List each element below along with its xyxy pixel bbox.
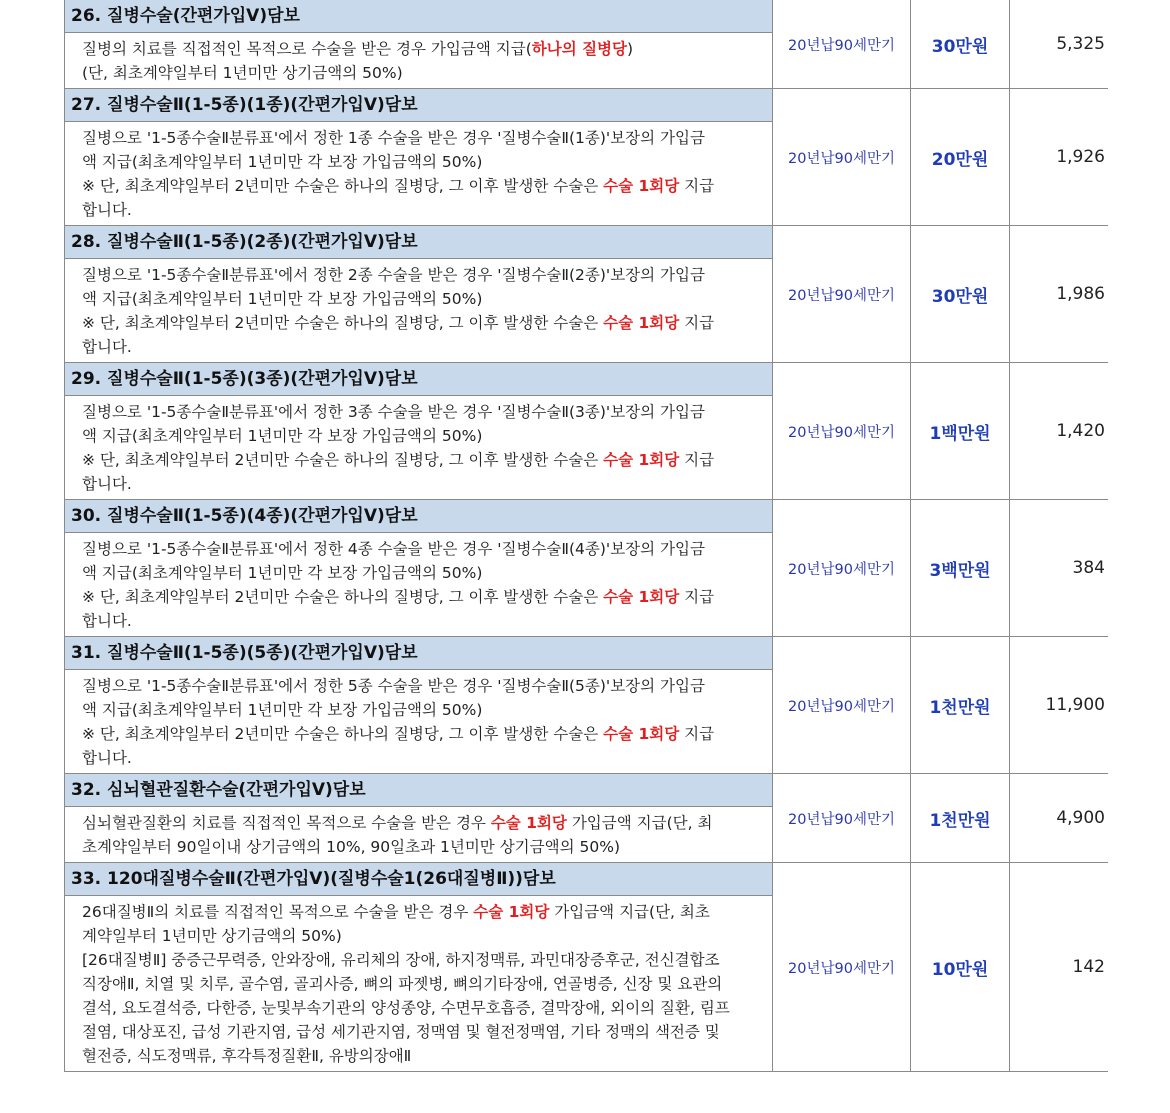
- highlight-text: 하나의 질병당: [531, 40, 627, 58]
- description-text: 질병의 치료를 직접적인 목적으로 수술을 받은 경우 가입금액 지급(: [82, 40, 532, 58]
- amount-cell: 30만원: [911, 226, 1010, 362]
- description-line: [82, 972, 764, 996]
- description-text: 액 지급(최초계약일부터 1년미만 각 보장 가입금액의 50%): [82, 290, 483, 308]
- description-line: [82, 585, 764, 609]
- description-line: [82, 472, 764, 496]
- period-cell: 20년납90세만기: [773, 89, 911, 225]
- description-text: ※ 단, 최초계약일부터 2년미만 수술은 하나의 질병당, 그 이후 발생한 수술은: [82, 588, 604, 606]
- coverage-description-cell: [64, 226, 773, 362]
- description-line: [82, 61, 764, 85]
- description-text: 질병으로 '1-5종수술Ⅱ분류표'에서 정한 2종 수술을 받은 경우 '질병수술Ⅱ(2종)'보장의 가입금: [82, 266, 705, 284]
- description-line: [82, 996, 764, 1020]
- period-cell: 20년납90세만기: [773, 363, 911, 499]
- coverage-row: [64, 863, 1108, 1072]
- description-text: 액 지급(최초계약일부터 1년미만 각 보장 가입금액의 50%): [82, 701, 483, 719]
- description-line: [82, 924, 764, 948]
- amount-cell: 1천만원: [911, 774, 1010, 862]
- highlight-text: 수술 1회당: [490, 814, 567, 832]
- description-text: 심뇌혈관질환의 치료를 직접적인 목적으로 수술을 받은 경우: [82, 814, 491, 832]
- amount-cell: 20만원: [911, 89, 1010, 225]
- description-text: 가입금액 지급(단, 최: [566, 814, 713, 832]
- description-line: [82, 746, 764, 770]
- coverage-description-cell: [64, 774, 773, 862]
- description-line: [82, 537, 764, 561]
- description-text: ※ 단, 최초계약일부터 2년미만 수술은 하나의 질병당, 그 이후 발생한 수술은: [82, 177, 604, 195]
- description-text: 초계약일부터 90일이내 상기금액의 10%, 90일초과 1년미만 상기금액의 50%): [82, 838, 621, 856]
- period-cell: 20년납90세만기: [773, 226, 911, 362]
- coverage-description-cell: [64, 89, 773, 225]
- description-text: 26대질병Ⅱ의 치료를 직접적인 목적으로 수술을 받은 경우: [82, 903, 474, 921]
- description-line: [82, 900, 764, 924]
- coverage-title: 28. 질병수술Ⅱ(1-5종)(2종)(간편가입Ⅴ)담보: [65, 226, 772, 259]
- amount-cell: 10만원: [911, 863, 1010, 1071]
- coverage-title: 32. 심뇌혈관질환수술(간편가입Ⅴ)담보: [65, 774, 772, 807]
- coverage-body: [65, 33, 772, 88]
- amount-cell: 1천만원: [911, 637, 1010, 773]
- premium-cell: 1,420: [1056, 421, 1105, 441]
- description-line: [82, 609, 764, 633]
- description-text: 혈전증, 식도정맥류, 후각특정질환Ⅱ, 유방의장애Ⅱ: [82, 1047, 412, 1065]
- description-text: 합니다.: [82, 749, 132, 767]
- description-line: [82, 263, 764, 287]
- description-text: ): [627, 40, 634, 58]
- coverage-description-cell: [64, 363, 773, 499]
- description-line: [82, 150, 764, 174]
- coverage-title: 29. 질병수술Ⅱ(1-5종)(3종)(간편가입Ⅴ)담보: [65, 363, 772, 396]
- premium-cell: 5,325: [1056, 34, 1105, 54]
- period-cell: 20년납90세만기: [773, 500, 911, 636]
- premium-cell: 1,926: [1056, 147, 1105, 167]
- description-line: [82, 37, 764, 61]
- description-line: [82, 126, 764, 150]
- coverage-title: 33. 120대질병수술Ⅱ(간편가입Ⅴ)(질병수술1(26대질병Ⅱ))담보: [65, 863, 772, 896]
- description-text: 질병으로 '1-5종수술Ⅱ분류표'에서 정한 3종 수술을 받은 경우 '질병수술Ⅱ(3종)'보장의 가입금: [82, 403, 705, 421]
- description-text: 합니다.: [82, 612, 132, 630]
- description-text: 지급: [679, 177, 715, 195]
- coverage-row: [64, 363, 1108, 500]
- description-text: 절염, 대상포진, 급성 기관지염, 급성 세기관지염, 정맥염 및 혈전정맥염, 기타 정맥의 색전증 및: [82, 1023, 720, 1041]
- premium-cell: 11,900: [1045, 695, 1105, 715]
- premium-cell: 142: [1072, 957, 1105, 977]
- description-text: ※ 단, 최초계약일부터 2년미만 수술은 하나의 질병당, 그 이후 발생한 수술은: [82, 451, 604, 469]
- description-line: [82, 335, 764, 359]
- description-text: 액 지급(최초계약일부터 1년미만 각 보장 가입금액의 50%): [82, 153, 483, 171]
- description-text: 직장애Ⅱ, 치열 및 치루, 골수염, 골괴사증, 뼈의 파젯병, 뼈의기타장애, 연골병증, 신장 및 요관의: [82, 975, 723, 993]
- description-text: 결석, 요도결석증, 다한증, 눈및부속기관의 양성종양, 수면무호흡증, 결막장애, 외이의 질환, 림프: [82, 999, 730, 1017]
- description-line: [82, 698, 764, 722]
- coverage-description-cell: [64, 500, 773, 636]
- description-text: 액 지급(최초계약일부터 1년미만 각 보장 가입금액의 50%): [82, 564, 483, 582]
- description-line: [82, 400, 764, 424]
- description-line: [82, 561, 764, 585]
- description-line: [82, 722, 764, 746]
- highlight-text: 수술 1회당: [603, 177, 680, 195]
- period-cell: 20년납90세만기: [773, 774, 911, 862]
- description-line: [82, 674, 764, 698]
- description-text: 합니다.: [82, 201, 132, 219]
- description-line: [82, 835, 764, 859]
- description-line: [82, 1044, 764, 1068]
- description-text: ※ 단, 최초계약일부터 2년미만 수술은 하나의 질병당, 그 이후 발생한 수술은: [82, 314, 604, 332]
- description-text: 가입금액 지급(단, 최초: [549, 903, 710, 921]
- description-line: [82, 424, 764, 448]
- description-text: 지급: [679, 725, 715, 743]
- amount-cell: 30만원: [911, 0, 1010, 88]
- description-line: [82, 811, 764, 835]
- amount-cell: 3백만원: [911, 500, 1010, 636]
- coverage-title: 31. 질병수술Ⅱ(1-5종)(5종)(간편가입Ⅴ)담보: [65, 637, 772, 670]
- highlight-text: 수술 1회당: [473, 903, 550, 921]
- coverage-row: [64, 0, 1108, 89]
- coverage-description-cell: [64, 637, 773, 773]
- coverage-table: [64, 0, 1108, 1072]
- description-line: [82, 311, 764, 335]
- coverage-body: [65, 122, 772, 225]
- description-text: 계약일부터 1년미만 상기금액의 50%): [82, 927, 342, 945]
- coverage-description-cell: [64, 0, 773, 88]
- coverage-title: 27. 질병수술Ⅱ(1-5종)(1종)(간편가입Ⅴ)담보: [65, 89, 772, 122]
- period-cell: 20년납90세만기: [773, 863, 911, 1071]
- coverage-description-cell: [64, 863, 773, 1071]
- highlight-text: 수술 1회당: [603, 588, 680, 606]
- premium-cell: 1,986: [1056, 284, 1105, 304]
- description-text: (단, 최초계약일부터 1년미만 상기금액의 50%): [82, 64, 403, 82]
- description-text: 질병으로 '1-5종수술Ⅱ분류표'에서 정한 5종 수술을 받은 경우 '질병수술Ⅱ(5종)'보장의 가입금: [82, 677, 705, 695]
- amount-cell: 1백만원: [911, 363, 1010, 499]
- coverage-row: [64, 637, 1108, 774]
- coverage-row: [64, 500, 1108, 637]
- description-text: 액 지급(최초계약일부터 1년미만 각 보장 가입금액의 50%): [82, 427, 483, 445]
- coverage-body: [65, 807, 772, 862]
- coverage-body: [65, 396, 772, 499]
- coverage-title: 26. 질병수술(간편가입Ⅴ)담보: [65, 0, 772, 33]
- description-line: [82, 198, 764, 222]
- description-line: [82, 948, 764, 972]
- coverage-body: [65, 533, 772, 636]
- period-cell: 20년납90세만기: [773, 0, 911, 88]
- description-line: [82, 174, 764, 198]
- highlight-text: 수술 1회당: [603, 451, 680, 469]
- description-text: 지급: [679, 314, 715, 332]
- coverage-body: [65, 896, 772, 1071]
- coverage-body: [65, 259, 772, 362]
- description-text: ※ 단, 최초계약일부터 2년미만 수술은 하나의 질병당, 그 이후 발생한 수술은: [82, 725, 604, 743]
- description-text: 지급: [679, 451, 715, 469]
- description-text: 질병으로 '1-5종수술Ⅱ분류표'에서 정한 4종 수술을 받은 경우 '질병수술Ⅱ(4종)'보장의 가입금: [82, 540, 705, 558]
- description-text: 지급: [679, 588, 715, 606]
- coverage-row: [64, 89, 1108, 226]
- description-line: [82, 1020, 764, 1044]
- description-text: 질병으로 '1-5종수술Ⅱ분류표'에서 정한 1종 수술을 받은 경우 '질병수술Ⅱ(1종)'보장의 가입금: [82, 129, 705, 147]
- premium-cell: 4,900: [1056, 808, 1105, 828]
- description-line: [82, 287, 764, 311]
- description-line: [82, 448, 764, 472]
- highlight-text: 수술 1회당: [603, 314, 680, 332]
- description-text: 합니다.: [82, 338, 132, 356]
- period-cell: 20년납90세만기: [773, 637, 911, 773]
- coverage-row: [64, 226, 1108, 363]
- description-text: [26대질병Ⅱ] 중증근무력증, 안와장애, 유리체의 장애, 하지정맥류, 과민대장증후군, 전신결합조: [82, 951, 720, 969]
- premium-cell: 384: [1072, 558, 1105, 578]
- coverage-body: [65, 670, 772, 773]
- highlight-text: 수술 1회당: [603, 725, 680, 743]
- description-text: 합니다.: [82, 475, 132, 493]
- coverage-title: 30. 질병수술Ⅱ(1-5종)(4종)(간편가입Ⅴ)담보: [65, 500, 772, 533]
- coverage-row: [64, 774, 1108, 863]
